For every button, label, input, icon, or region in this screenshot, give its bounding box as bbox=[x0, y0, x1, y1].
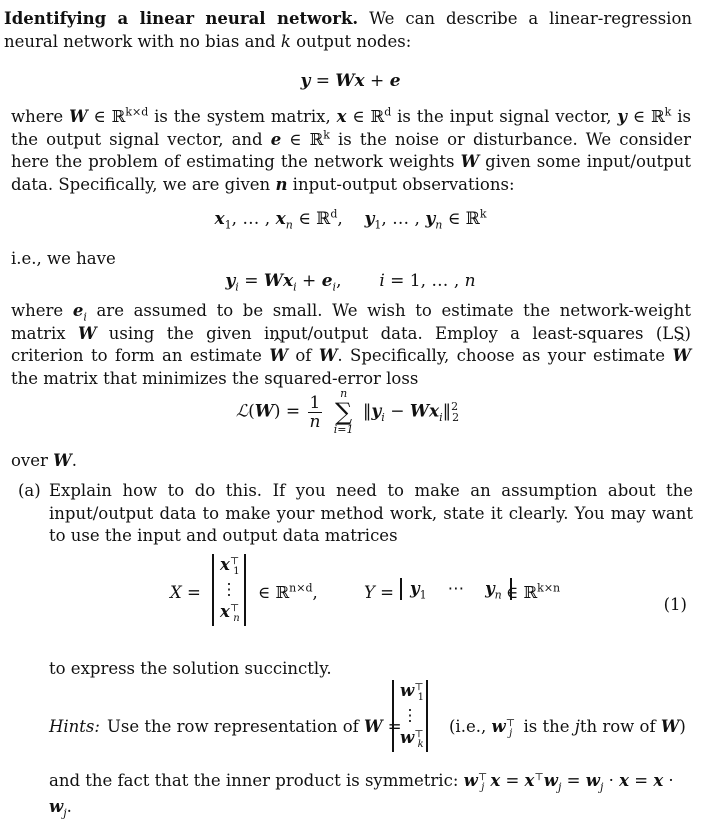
intro-paragraph: Identifying a linear neural network. We can describe a linear-regression neural network with no bias and k output nodes: bbox=[4, 9, 693, 51]
w-row-matrix: $w^⊤_1$ ⋮ $w^⊤_k$ bbox=[392, 680, 428, 752]
ie-text: i.e., we have bbox=[11, 249, 116, 268]
express-text: to express the solution succinctly. bbox=[49, 659, 332, 678]
section-title: Identifying a linear neural network. bbox=[4, 9, 359, 28]
part-a-text: Explain how to do this. If you need to make an assumption about the input/output data to make your method work, state it clearly. You may want to use the input and output data matrices bbox=[49, 481, 693, 546]
model-equation: y = Wx + e bbox=[300, 71, 401, 91]
estimation-paragraph: where $e_i$ are assumed to be small. We wish to estimate the network-weight matrix W using the given input/output data. Employ a least-squares (LS) criterion to form an estimate ^ W of W. Specifically, choose as your estimate ^ W the matrix that minimizes the squared-error loss bbox=[11, 300, 691, 390]
loss-equation: ℒ(W) = $\frac{1}{n}$ n ∑ i=1 $‖y_i$ − $Wx_i‖^2_2$ bbox=[235, 387, 460, 436]
over-text: over W. bbox=[11, 451, 77, 470]
x-matrix: $x^⊤_1$ ⋮ $x^⊤_n$ bbox=[212, 554, 246, 626]
definitions-paragraph: where W ∈ ℝ$^{k\times d}$ is the system matrix, x ∈ ℝ$^d$ is the input signal vector, y ∈ ℝ$^k$ is the output signal vector, and e ∈ ℝ$^k$ is the noise or disturbance. We consider here the problem of estimating the network weights W given some input/output data. Specifically, we are given n input-output observations: bbox=[11, 105, 691, 194]
hints-line: Hints: Use the row representation of W = $w^⊤_1$ ⋮ $w^⊤_k$ (i.e., $w^⊤_j$ is the jth row of W) bbox=[49, 681, 686, 750]
hints-label: Hints: bbox=[49, 717, 100, 736]
y-matrix: $y_1$ ⋯ $y_n$ bbox=[400, 578, 512, 600]
part-a-label: (a) bbox=[18, 481, 41, 500]
observations-equation: $x_1$, … , $x_n$ ∈ ℝ$^d$, $y_1$, … , $y_n$ ∈ ℝ$^k$ bbox=[214, 207, 487, 232]
sample-equation: $y_i = Wx_i + e_i$, i = 1, … , n bbox=[225, 271, 476, 294]
data-matrices-equation: X = $x^⊤_1$ ⋮ $x^⊤_n$ ∈ ℝ$^{n\times d}$, Y = $y_1$ ⋯ $y_n$ ∈ ℝ$^{k\times n}$ bbox=[170, 555, 561, 624]
equation-number: (1) bbox=[663, 595, 687, 614]
final-text: and the fact that the inner product is symmetric: $w^⊤_j$ $x = x^⊤w_j = w_j \cdot x = x \cdot w_j$. bbox=[49, 771, 674, 819]
